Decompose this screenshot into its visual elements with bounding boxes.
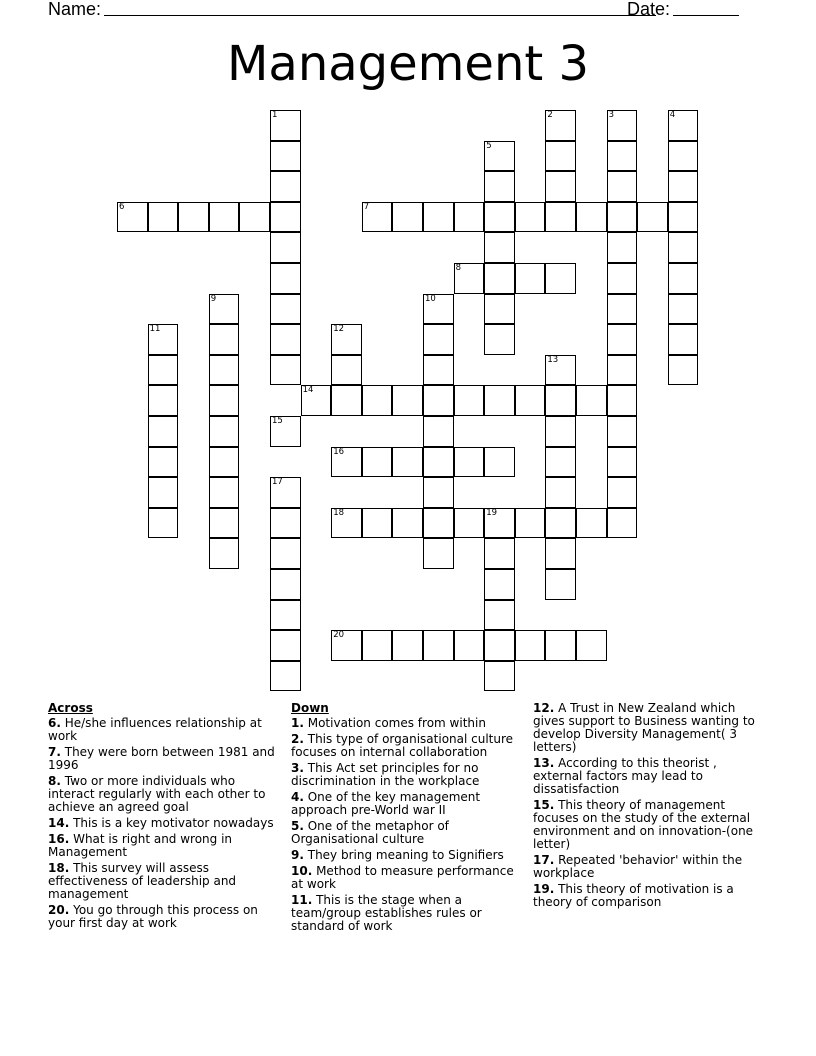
clue-item-text: Motivation comes from within (303, 716, 486, 730)
grid-cell[interactable] (209, 324, 240, 355)
clue-item (291, 820, 521, 846)
grid-cell[interactable] (362, 630, 393, 661)
clue-item-text: You go through this process on your first day at work (48, 903, 258, 930)
down-clues-col2 (533, 702, 765, 912)
clue-item-number: 4. (291, 790, 304, 804)
clue-item (291, 762, 521, 788)
grid-cell[interactable] (484, 263, 515, 294)
grid-cell[interactable] (637, 202, 668, 233)
grid-cell[interactable] (270, 569, 301, 600)
clue-item-text: They bring meaning to Signifiers (303, 848, 504, 862)
grid-cell[interactable] (423, 630, 454, 661)
clue-number: 8 (455, 263, 462, 273)
clue-item (291, 791, 521, 817)
clue-item (533, 883, 765, 909)
clue-item-text: This type of organisational culture focuses on internal collaboration (291, 732, 514, 759)
grid-cell[interactable] (148, 416, 179, 447)
grid-cell[interactable] (515, 385, 546, 416)
grid-cell[interactable] (270, 202, 301, 233)
grid-cell[interactable] (270, 324, 301, 355)
clue-number: 12 (333, 324, 345, 335)
grid-cell[interactable] (545, 508, 576, 539)
down-clue-list-1 (291, 717, 521, 933)
clue-item (533, 854, 765, 880)
grid-cell[interactable] (423, 447, 454, 478)
clue-number: 17 (272, 477, 283, 488)
grid-cell[interactable] (331, 385, 362, 416)
clue-item-number: 3. (291, 761, 304, 775)
grid-cell[interactable] (607, 294, 638, 325)
grid-cell[interactable] (607, 477, 638, 508)
clue-item-text: One of the metaphor of Organisational culture (291, 819, 449, 846)
grid-cell[interactable] (423, 324, 454, 355)
grid-cell[interactable] (454, 385, 485, 416)
clue-number: 9 (210, 293, 217, 304)
clue-item (48, 833, 276, 859)
grid-cell[interactable] (484, 232, 515, 263)
clue-item (533, 702, 765, 754)
grid-cell[interactable] (545, 110, 576, 141)
clue-item-number: 19. (533, 882, 555, 896)
grid-cell[interactable] (392, 385, 423, 416)
grid-cell[interactable] (148, 508, 179, 539)
grid-cell[interactable] (484, 385, 515, 416)
clue-number: 1 (272, 110, 278, 120)
page-title: Management 3 (227, 36, 589, 92)
clue-item-text: According to this theorist , external factors may lead to dissatisfaction (533, 756, 717, 796)
clue-number: 7 (363, 201, 370, 212)
grid-cell[interactable] (423, 294, 454, 325)
grid-cell[interactable] (331, 355, 362, 386)
clue-number: 18 (333, 507, 345, 518)
grid-cell[interactable] (331, 324, 362, 355)
clue-item-number: 10. (291, 864, 313, 878)
name-label: Name: (48, 0, 102, 19)
grid-cell[interactable] (423, 477, 454, 508)
clue-item (48, 862, 276, 901)
clue-number: 3 (608, 110, 615, 120)
grid-cell[interactable] (484, 141, 515, 172)
grid-cell[interactable] (423, 202, 454, 233)
grid-cell[interactable] (270, 171, 301, 202)
clue-item-number: 9. (291, 848, 304, 862)
grid-cell[interactable] (270, 661, 301, 692)
grid-cell[interactable] (270, 141, 301, 172)
clue-number: 4 (669, 110, 676, 120)
down-clues-col1 (291, 702, 521, 936)
date-blank[interactable] (673, 15, 739, 16)
clue-item-number: 11. (291, 893, 313, 907)
grid-cell[interactable] (209, 508, 240, 539)
clue-item (291, 717, 521, 730)
grid-cell[interactable] (270, 110, 301, 141)
grid-cell[interactable] (270, 294, 301, 325)
clue-item-number: 20. (48, 903, 70, 917)
grid-cell[interactable] (148, 477, 179, 508)
grid-cell[interactable] (423, 538, 454, 569)
grid-cell[interactable] (545, 569, 576, 600)
grid-cell[interactable] (576, 202, 607, 233)
clue-number: 20 (333, 630, 345, 641)
name-blank[interactable] (104, 15, 656, 16)
grid-cell[interactable] (239, 202, 270, 233)
clue-number: 19 (486, 507, 498, 518)
grid-cell[interactable] (454, 202, 485, 233)
grid-cell[interactable] (545, 263, 576, 294)
grid-cell[interactable] (484, 324, 515, 355)
grid-cell[interactable] (545, 355, 576, 386)
grid-cell[interactable] (545, 171, 576, 202)
clue-item (533, 799, 765, 851)
across-clue-list (48, 717, 276, 930)
grid-cell[interactable] (392, 630, 423, 661)
clue-item-number: 12. (533, 701, 555, 715)
clue-item (48, 817, 276, 830)
grid-cell[interactable] (148, 447, 179, 478)
grid-cell[interactable] (545, 630, 576, 661)
clue-number: 5 (486, 140, 492, 151)
date-label: Date: (627, 0, 671, 19)
clue-item-text: One of the key management approach pre-World war II (291, 790, 481, 817)
grid-cell[interactable] (484, 294, 515, 325)
clue-item (48, 775, 276, 814)
grid-cell[interactable] (392, 202, 423, 233)
grid-cell[interactable] (576, 508, 607, 539)
clue-item-number: 2. (291, 732, 304, 746)
clue-number: 11 (149, 324, 161, 335)
clue-number: 13 (547, 354, 559, 365)
grid-cell[interactable] (484, 630, 515, 661)
grid-cell[interactable] (301, 385, 332, 416)
grid-cell[interactable] (668, 324, 699, 355)
grid-cell[interactable] (209, 385, 240, 416)
grid-cell[interactable] (668, 171, 699, 202)
down-clue-list-2 (533, 702, 765, 909)
grid-cell[interactable] (607, 447, 638, 478)
grid-cell[interactable] (484, 202, 515, 233)
clue-item (48, 746, 276, 772)
grid-cell[interactable] (362, 508, 393, 539)
clue-item-text: This theory of management focuses on the study of the external environment and on innovation-(one letter) (533, 798, 754, 851)
grid-cell[interactable] (607, 385, 638, 416)
grid-cell[interactable] (209, 538, 240, 569)
grid-cell[interactable] (362, 385, 393, 416)
clue-number: 10 (425, 293, 436, 304)
grid-cell[interactable] (515, 630, 546, 661)
clue-item-text: He/she influences relationship at work (48, 716, 262, 743)
grid-cell[interactable] (484, 538, 515, 569)
grid-cell[interactable] (209, 477, 240, 508)
clue-item-number: 16. (48, 832, 70, 846)
grid-cell[interactable] (209, 355, 240, 386)
grid-cell[interactable] (392, 447, 423, 478)
grid-cell[interactable] (545, 538, 576, 569)
grid-cell[interactable] (178, 202, 209, 233)
clue-item-number: 13. (533, 756, 555, 770)
grid-cell[interactable] (331, 447, 362, 478)
grid-cell[interactable] (607, 416, 638, 447)
grid-cell[interactable] (545, 202, 576, 233)
clue-number: 15 (272, 416, 283, 426)
grid-cell[interactable] (148, 324, 179, 355)
clue-item-text: This survey will assess effectiveness of leadership and management (48, 861, 237, 901)
grid-cell[interactable] (576, 385, 607, 416)
grid-cell[interactable] (668, 263, 699, 294)
grid-cell[interactable] (270, 416, 301, 447)
grid-cell[interactable] (270, 600, 301, 631)
clue-item-text: Two or more individuals who interact regularly with each other to achieve an agreed goal (48, 774, 266, 814)
grid-cell[interactable] (270, 355, 301, 386)
clue-item (48, 904, 276, 930)
grid-cell[interactable] (270, 538, 301, 569)
grid-cell[interactable] (607, 263, 638, 294)
grid-cell[interactable] (607, 202, 638, 233)
grid-cell[interactable] (209, 202, 240, 233)
clue-number: 6 (119, 201, 125, 212)
grid-cell[interactable] (607, 110, 638, 141)
grid-cell[interactable] (270, 630, 301, 661)
clue-item-text: They were born between 1981 and 1996 (48, 745, 275, 772)
across-clues (48, 702, 276, 933)
clue-item-number: 6. (48, 716, 61, 730)
grid-cell[interactable] (484, 661, 515, 692)
grid-cell[interactable] (545, 416, 576, 447)
grid-cell[interactable] (607, 141, 638, 172)
grid-cell[interactable] (454, 630, 485, 661)
grid-cell[interactable] (668, 110, 699, 141)
across-heading: Across (48, 701, 93, 715)
clue-item-number: 5. (291, 819, 304, 833)
grid-cell[interactable] (515, 202, 546, 233)
clue-item-text: This Act set principles for no discrimination in the workplace (291, 761, 480, 788)
clue-item (533, 757, 765, 796)
grid-cell[interactable] (668, 141, 699, 172)
grid-cell[interactable] (668, 232, 699, 263)
clue-item (48, 717, 276, 743)
grid-cell[interactable] (423, 355, 454, 386)
grid-cell[interactable] (545, 385, 576, 416)
grid-cell[interactable] (545, 447, 576, 478)
grid-cell[interactable] (515, 263, 546, 294)
clue-number: 14 (302, 385, 314, 396)
clue-item-number: 17. (533, 853, 555, 867)
grid-cell[interactable] (270, 508, 301, 539)
grid-cell[interactable] (331, 630, 362, 661)
grid-cell[interactable] (545, 141, 576, 172)
grid-cell[interactable] (270, 477, 301, 508)
grid-cell[interactable] (117, 202, 148, 233)
clue-item-number: 14. (48, 816, 70, 830)
clue-item-number: 18. (48, 861, 70, 875)
grid-cell[interactable] (148, 385, 179, 416)
grid-cell[interactable] (607, 508, 638, 539)
grid-cell[interactable] (270, 263, 301, 294)
grid-cell[interactable] (362, 447, 393, 478)
grid-cell[interactable] (454, 447, 485, 478)
grid-cell[interactable] (331, 508, 362, 539)
grid-cell[interactable] (576, 630, 607, 661)
clue-item-number: 15. (533, 798, 555, 812)
grid-cell[interactable] (209, 294, 240, 325)
clue-item (291, 849, 521, 862)
clue-item-text: Method to measure performance at work (291, 864, 514, 891)
clue-item-number: 8. (48, 774, 61, 788)
grid-cell[interactable] (484, 171, 515, 202)
grid-cell[interactable] (270, 232, 301, 263)
grid-cell[interactable] (668, 355, 699, 386)
clue-item (291, 733, 521, 759)
down-heading: Down (291, 701, 329, 715)
grid-cell[interactable] (454, 263, 485, 294)
grid-cell[interactable] (607, 355, 638, 386)
grid-cell[interactable] (484, 600, 515, 631)
grid-cell[interactable] (484, 447, 515, 478)
grid-cell[interactable] (607, 324, 638, 355)
grid-cell[interactable] (484, 569, 515, 600)
grid-cell[interactable] (148, 202, 179, 233)
clue-item (291, 894, 521, 933)
grid-cell[interactable] (454, 508, 485, 539)
clue-item-text: What is right and wrong in Management (48, 832, 233, 859)
clue-item-text: This is the stage when a team/group establishes rules or standard of work (291, 893, 482, 933)
grid-cell[interactable] (209, 447, 240, 478)
clue-number: 2 (547, 110, 553, 120)
grid-cell[interactable] (545, 477, 576, 508)
clue-item-number: 1. (291, 716, 304, 730)
grid-cell[interactable] (607, 232, 638, 263)
grid-cell[interactable] (484, 508, 515, 539)
grid-cell[interactable] (515, 508, 546, 539)
header-line (48, 0, 748, 22)
clue-item-text: Repeated 'behavior' within the workplace (533, 853, 743, 880)
clue-item-text: A Trust in New Zealand which gives support to Business wanting to develop Diversity Management( 3 letters) (533, 701, 755, 754)
clue-item-number: 7. (48, 745, 61, 759)
grid-cell[interactable] (607, 171, 638, 202)
clue-item-text: This theory of motivation is a theory of comparison (533, 882, 734, 909)
grid-cell[interactable] (423, 508, 454, 539)
grid-cell[interactable] (148, 355, 179, 386)
grid-cell[interactable] (392, 508, 423, 539)
clue-item-text: This is a key motivator nowadays (69, 816, 274, 830)
clue-item (291, 865, 521, 891)
grid-cell[interactable] (209, 416, 240, 447)
grid-cell[interactable] (668, 202, 699, 233)
clue-number: 16 (333, 446, 345, 457)
grid-cell[interactable] (423, 416, 454, 447)
grid-cell[interactable] (423, 385, 454, 416)
grid-cell[interactable] (668, 294, 699, 325)
grid-cell[interactable] (362, 202, 393, 233)
